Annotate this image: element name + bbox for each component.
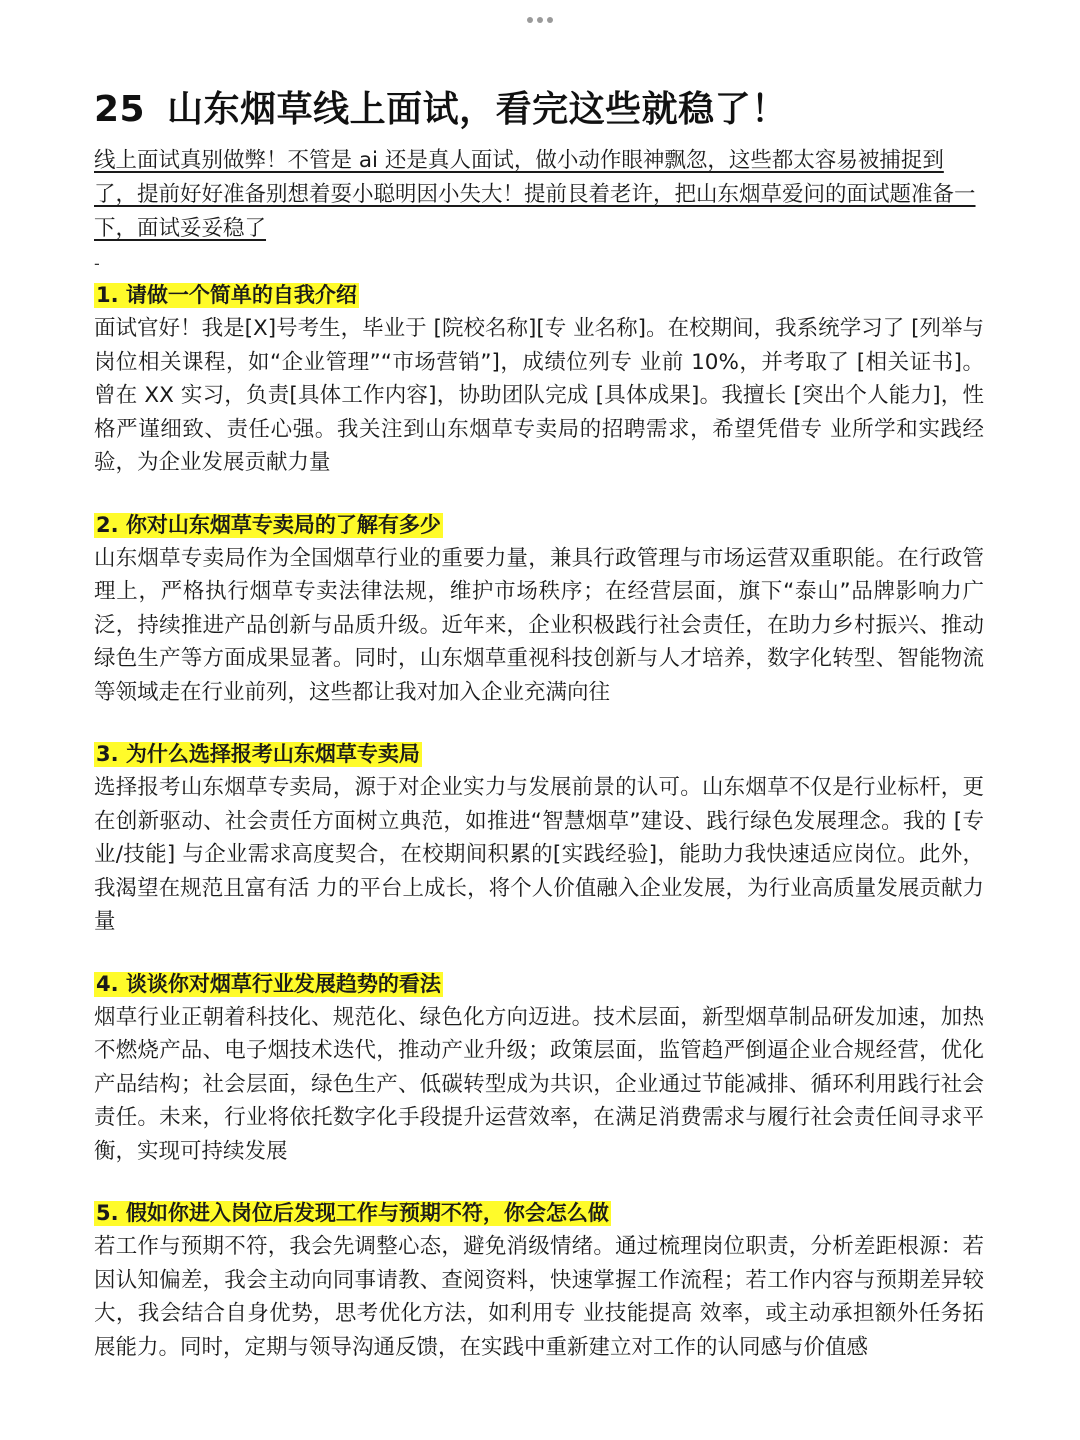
- question-block: [94, 278, 984, 480]
- page-indicator: [0, 8, 1080, 27]
- question-heading: 2. 你对山东烟草专卖局的了解有多少: [96, 512, 441, 537]
- answer-text: 若工作与预期不符，我会先调整心态，避免消级情绪。通过梳理岗位职责，分析差距根源：若因认知偏差，我会主动向同事请教、查阅资料，快速掌握工作流程；若工作内容与预期差异较大，我会结合自身优势，思考优化方法，如利用专 业技能提高 效率，或主动承担额外任务拓展能力。同时，定期与领导沟通反馈，在实践中重新建立对工作的认同感与价值感: [94, 1234, 984, 1360]
- question-block: [94, 1196, 984, 1364]
- intro-paragraph: 线上面试真别做弊！不管是 ai 还是真人面试，做小动作眼神飘忽，这些都太容易被捕捉到了，提前好好准备别想着耍小聪明因小失大！提前艮着老许，把山东烟草爱问的面试题准备一下，面试妥妥稳了: [94, 148, 976, 241]
- answer-text: 选择报考山东烟草专卖局，源于对企业实力与发展前景的认可。山东烟草不仅是行业标杆，更在创新驱动、社会责任方面树立典范，如推进“智慧烟草”建设、践行绿色发展理念。我的 [专 业/技能] 与企业需求高度契合，在校期间积累的[实践经验]，能助力我快速适应岗位。此外，我渴望在规范且富有活 力的平台上成长，将个人价值融入企业发展，为行业高质量发展贡献力量: [94, 775, 984, 934]
- page-title: [94, 86, 984, 134]
- question-block: [94, 967, 984, 1169]
- question-block: [94, 508, 984, 710]
- indicator-dot: [537, 17, 543, 23]
- question-heading: 4. 谈谈你对烟草行业发展趋势的看法: [96, 971, 441, 996]
- question-block: [94, 737, 984, 939]
- answer-text: 面试官好！我是[X]号考生，毕业于 [院校名称][专 业名称]。在校期间，我系统学习了 [列举与岗位相关课程，如“企业管理”“市场营销”]，成绩位列专 业前 10%，并考取了 [相关证书]。曾在 XX 实习，负责[具体工作内容]，协助团队完成 [具体成果]。我擅长 [突出个人能力]，性格严谨细致、责任心强。我关注到山东烟草专卖局的招聘需求，希望凭借专 业所学和实践经验，为企业发展贡献力量: [94, 316, 984, 475]
- answer-text: 烟草行业正朝着科技化、规范化、绿色化方向迈进。技术层面，新型烟草制品研发加速，加热不燃烧产品、电子烟技术迭代，推动产业升级；政策层面，监管趋严倒逼企业合规经营，优化产品结构；社会层面，绿色生产、低碳转型成为共识，企业通过节能减排、循环利用践行社会责任。未来，行业将依托数字化手段提升运营效率，在满足消费需求与履行社会责任间寻求平衡，实现可持续发展: [94, 1004, 984, 1164]
- question-heading: 1. 请做一个简单的自我介绍: [96, 283, 357, 307]
- question-heading: 3. 为什么选择报考山东烟草专卖局: [96, 742, 420, 766]
- title-text: 山东烟草线上面试，看完这些就稳了！: [167, 89, 788, 130]
- question-heading: 5. 假如你进入岗位后发现工作与预期不符，你会怎么做: [96, 1201, 609, 1225]
- separator: -: [94, 254, 100, 273]
- indicator-dot: [547, 17, 553, 23]
- indicator-dot: [527, 17, 533, 23]
- answer-text: 山东烟草专卖局作为全国烟草行业的重要力量，兼具行政管理与市场运营双重职能。在行政管理上，严格执行烟草专卖法律法规，维护市场秩序；在经营层面，旗下“泰山”品牌影响力广泛，持续推进产品创新与品质升级。近年来，企业积极践行社会责任，在助力乡村振兴、推动绿色生产等方面成果显著。同时，山东烟草重视科技创新与人才培养，数字化转型、智能物流等领域走在行业前列，这些都让我对加入企业充满向往: [94, 545, 984, 705]
- title-number: 25: [94, 89, 146, 130]
- document: [94, 86, 984, 1364]
